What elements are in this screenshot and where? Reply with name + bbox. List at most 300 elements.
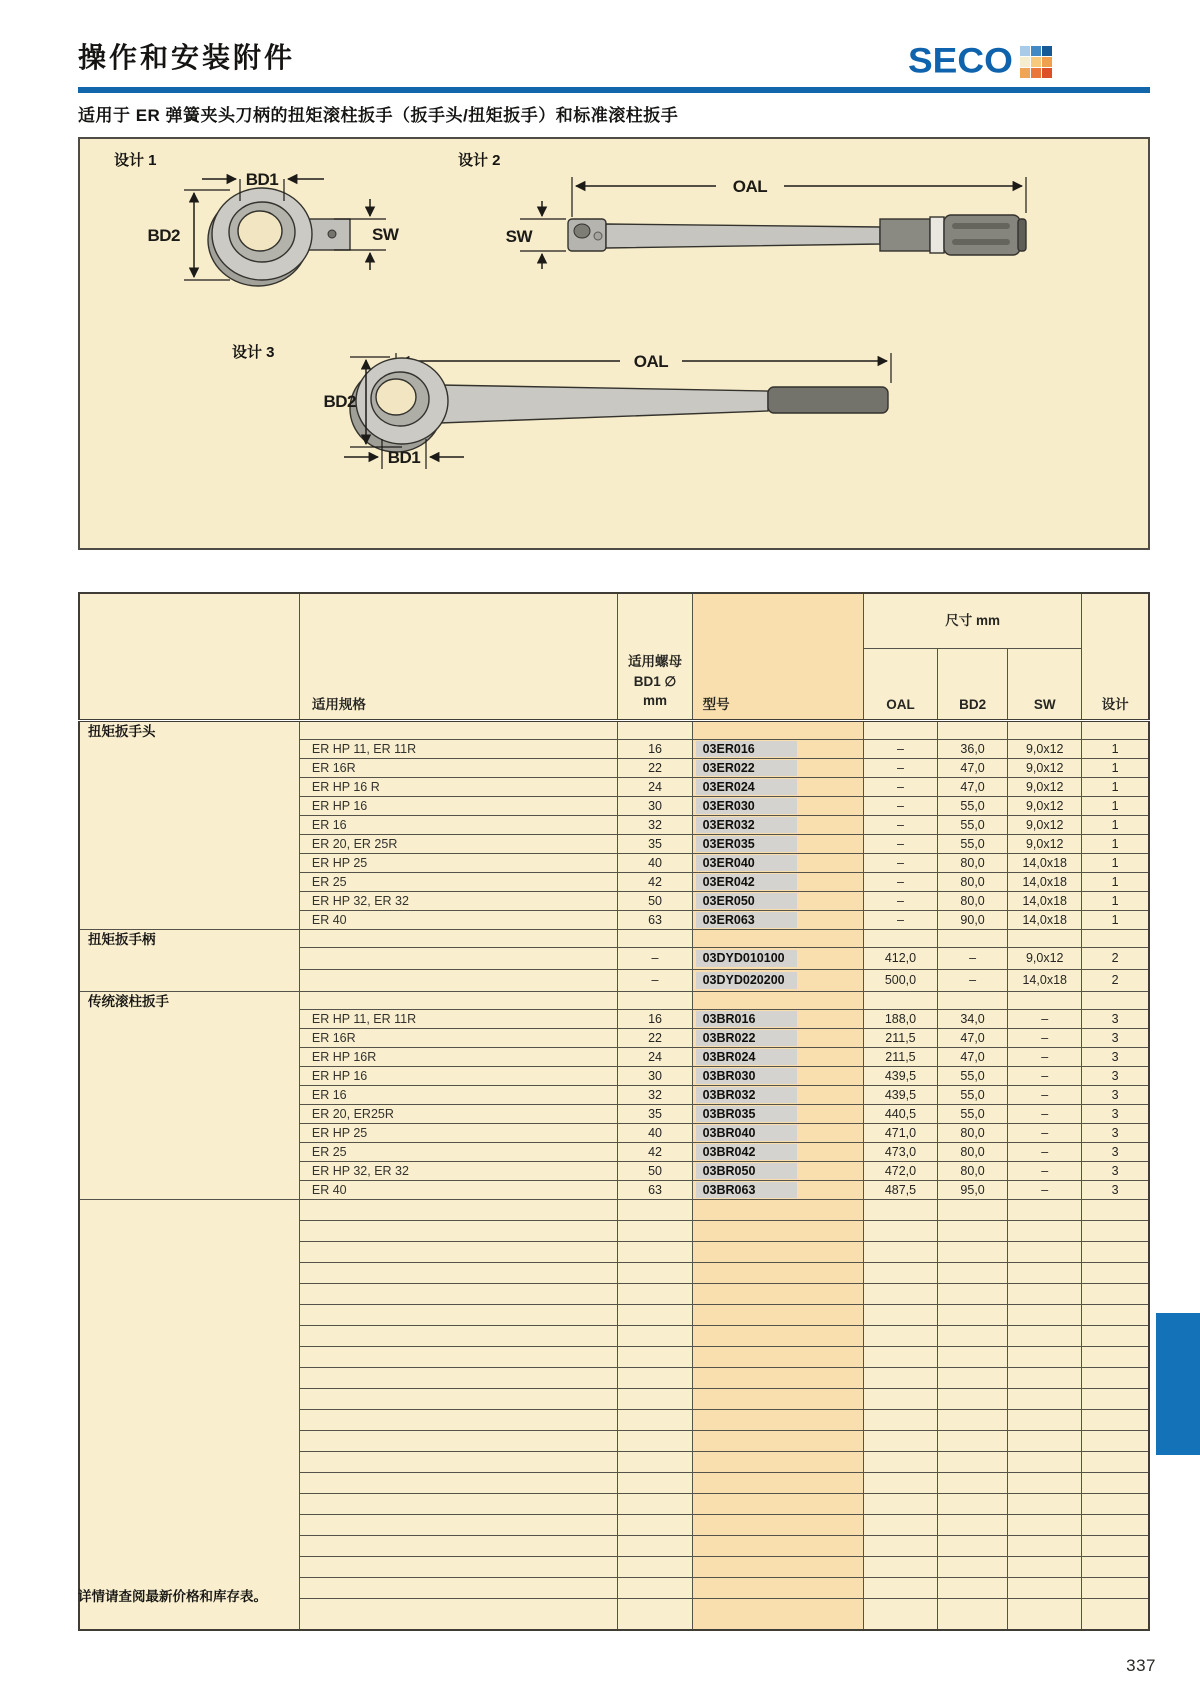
model-cell	[692, 1010, 863, 1029]
bd2-cell	[938, 1599, 1008, 1631]
sw-cell	[1008, 1326, 1082, 1347]
bd2-cell: 47,0	[938, 759, 1008, 778]
logo-square	[1020, 57, 1030, 67]
oal-cell	[863, 1242, 937, 1263]
nut-diameter-cell: 63	[618, 911, 692, 930]
model-cell	[692, 1242, 863, 1263]
sw-cell: 9,0x12	[1008, 778, 1082, 797]
design-cell: 1	[1082, 873, 1149, 892]
spec-cell: ER HP 11, ER 11R	[299, 740, 618, 759]
section-label: 扭矩扳手头	[79, 721, 299, 930]
sw-cell	[1008, 1242, 1082, 1263]
nut-diameter-cell: –	[618, 970, 692, 992]
sw-cell	[1008, 930, 1082, 948]
oal-cell: 473,0	[863, 1143, 937, 1162]
design-cell: 3	[1082, 1086, 1149, 1105]
logo-square	[1020, 68, 1030, 78]
design-cell	[1082, 1347, 1149, 1368]
sw-cell: 14,0x18	[1008, 911, 1082, 930]
sw-cell	[1008, 1599, 1082, 1631]
model-cell	[692, 1221, 863, 1242]
oal-cell	[863, 1284, 937, 1305]
header-nut-line1: 适用螺母	[628, 654, 683, 670]
sw-cell	[1008, 992, 1082, 1010]
nut-diameter-cell: 50	[618, 892, 692, 911]
model-cell	[692, 759, 863, 778]
model-cell	[692, 911, 863, 930]
oal-cell: 439,5	[863, 1067, 937, 1086]
bd2-cell: 80,0	[938, 854, 1008, 873]
oal-cell: –	[863, 740, 937, 759]
oal-cell: –	[863, 892, 937, 911]
model-number: 03DYD010100	[696, 950, 797, 967]
model-cell	[692, 740, 863, 759]
model-number: 03ER035	[696, 836, 797, 853]
design-cell	[1082, 1431, 1149, 1452]
spec-cell	[299, 1473, 618, 1494]
bd2-cell	[938, 1410, 1008, 1431]
header-nut-diameter	[618, 593, 692, 721]
logo-square	[1031, 46, 1041, 56]
design-cell: 1	[1082, 892, 1149, 911]
model-cell	[692, 1536, 863, 1557]
bd2-cell: –	[938, 948, 1008, 970]
sw-cell	[1008, 1347, 1082, 1368]
design-cell: 3	[1082, 1048, 1149, 1067]
design-cell: 1	[1082, 759, 1149, 778]
nut-diameter-cell	[618, 992, 692, 1010]
spec-cell	[299, 1536, 618, 1557]
nut-diameter-cell	[618, 1494, 692, 1515]
spec-cell	[299, 1305, 618, 1326]
spec-cell	[299, 930, 618, 948]
oal-cell: –	[863, 759, 937, 778]
bd2-cell: 55,0	[938, 835, 1008, 854]
bd2-cell	[938, 992, 1008, 1010]
oal-cell	[863, 1389, 937, 1410]
design-cell	[1082, 1410, 1149, 1431]
sw-cell: 14,0x18	[1008, 970, 1082, 992]
oal-cell: 487,5	[863, 1181, 937, 1200]
model-cell	[692, 948, 863, 970]
model-number: 03ER050	[696, 893, 797, 910]
header-size-group: 尺寸 mm	[863, 593, 1081, 649]
sw-cell	[1008, 1578, 1082, 1599]
sw-cell: 9,0x12	[1008, 835, 1082, 854]
model-cell	[692, 1263, 863, 1284]
spec-cell	[299, 992, 618, 1010]
bd2-cell: 80,0	[938, 1162, 1008, 1181]
bd2-cell	[938, 930, 1008, 948]
design-cell	[1082, 1557, 1149, 1578]
nut-diameter-cell	[618, 1284, 692, 1305]
model-number: 03BR050	[696, 1163, 797, 1180]
design-cell: 1	[1082, 854, 1149, 873]
design-cell: 1	[1082, 835, 1149, 854]
model-cell	[692, 1515, 863, 1536]
sw-cell: –	[1008, 1010, 1082, 1029]
sw-cell: 9,0x12	[1008, 759, 1082, 778]
spec-cell	[299, 1347, 618, 1368]
model-cell	[692, 1124, 863, 1143]
d2-oal-label: OAL	[732, 177, 768, 196]
bd2-cell: –	[938, 970, 1008, 992]
sw-cell	[1008, 1452, 1082, 1473]
design-cell	[1082, 1494, 1149, 1515]
bd2-cell	[938, 1515, 1008, 1536]
oal-cell: 188,0	[863, 1010, 937, 1029]
oal-cell	[863, 1410, 937, 1431]
nut-diameter-cell: 32	[618, 1086, 692, 1105]
oal-cell	[863, 1557, 937, 1578]
logo-square	[1031, 57, 1041, 67]
model-cell	[692, 1162, 863, 1181]
design-cell: 1	[1082, 797, 1149, 816]
design-cell	[1082, 1578, 1149, 1599]
model-cell	[692, 992, 863, 1010]
bd2-cell: 80,0	[938, 873, 1008, 892]
oal-cell	[863, 1368, 937, 1389]
design-cell: 3	[1082, 1181, 1149, 1200]
spec-cell: ER HP 11, ER 11R	[299, 1010, 618, 1029]
model-cell	[692, 892, 863, 911]
design-cell: 3	[1082, 1029, 1149, 1048]
oal-cell	[863, 1326, 937, 1347]
d2-sw-label: SW	[505, 227, 532, 246]
model-cell	[692, 1347, 863, 1368]
d1-sw-label: SW	[372, 225, 399, 244]
nut-diameter-cell	[618, 1389, 692, 1410]
nut-diameter-cell	[618, 1221, 692, 1242]
sw-cell: –	[1008, 1124, 1082, 1143]
bd2-cell: 55,0	[938, 797, 1008, 816]
spec-cell: ER 16R	[299, 759, 618, 778]
nut-diameter-cell	[618, 1347, 692, 1368]
oal-cell	[863, 1263, 937, 1284]
sw-cell	[1008, 1200, 1082, 1221]
nut-diameter-cell	[618, 1515, 692, 1536]
model-cell	[692, 1143, 863, 1162]
oal-cell: 412,0	[863, 948, 937, 970]
design-cell	[1082, 1452, 1149, 1473]
bd2-cell	[938, 721, 1008, 740]
model-number: 03ER030	[696, 798, 797, 815]
design1-label: 设计 1	[114, 152, 157, 169]
nut-diameter-cell	[618, 1305, 692, 1326]
spec-cell: ER 20, ER 25R	[299, 835, 618, 854]
model-cell	[692, 970, 863, 992]
logo-square	[1020, 46, 1030, 56]
nut-diameter-cell	[618, 1452, 692, 1473]
nut-diameter-cell: 40	[618, 1124, 692, 1143]
bd2-cell	[938, 1557, 1008, 1578]
bd2-cell: 80,0	[938, 1124, 1008, 1143]
nut-diameter-cell: 35	[618, 835, 692, 854]
nut-diameter-cell	[618, 1410, 692, 1431]
design-cell	[1082, 1221, 1149, 1242]
bd2-cell	[938, 1578, 1008, 1599]
nut-diameter-cell: 30	[618, 1067, 692, 1086]
logo-square	[1042, 68, 1052, 78]
page-title: 操作和安装附件	[78, 43, 296, 74]
section-spacer-row	[79, 721, 1149, 740]
nut-diameter-cell	[618, 1536, 692, 1557]
sw-cell	[1008, 1431, 1082, 1452]
model-number: 03ER032	[696, 817, 797, 834]
model-cell	[692, 1431, 863, 1452]
sw-cell	[1008, 1389, 1082, 1410]
design2-label: 设计 2	[458, 152, 501, 169]
sw-cell	[1008, 1368, 1082, 1389]
design-cell	[1082, 1473, 1149, 1494]
bd2-cell	[938, 1536, 1008, 1557]
model-number: 03BR032	[696, 1087, 797, 1104]
oal-cell	[863, 1452, 937, 1473]
bd2-cell	[938, 1431, 1008, 1452]
nut-diameter-cell: 32	[618, 816, 692, 835]
bd2-cell: 47,0	[938, 1029, 1008, 1048]
nut-diameter-cell: 22	[618, 759, 692, 778]
bd2-cell: 80,0	[938, 1143, 1008, 1162]
footer-note: 详情请查阅最新价格和库存表。	[78, 1589, 267, 1604]
header-design: 设计	[1082, 593, 1149, 721]
sw-cell: –	[1008, 1048, 1082, 1067]
nut-diameter-cell: 16	[618, 740, 692, 759]
model-number: 03BR022	[696, 1030, 797, 1047]
oal-cell: –	[863, 854, 937, 873]
nut-diameter-cell	[618, 1557, 692, 1578]
bd2-cell	[938, 1326, 1008, 1347]
sw-cell	[1008, 1536, 1082, 1557]
bd2-cell	[938, 1200, 1008, 1221]
model-cell	[692, 835, 863, 854]
model-cell	[692, 797, 863, 816]
bd2-cell	[938, 1305, 1008, 1326]
sw-cell	[1008, 721, 1082, 740]
header-oal: OAL	[863, 649, 937, 721]
spec-cell	[299, 948, 618, 970]
sw-cell	[1008, 1515, 1082, 1536]
nut-diameter-cell: 50	[618, 1162, 692, 1181]
bd2-cell	[938, 1494, 1008, 1515]
model-cell	[692, 1105, 863, 1124]
design-cell: 1	[1082, 740, 1149, 759]
design-cell	[1082, 930, 1149, 948]
nut-diameter-cell	[618, 721, 692, 740]
bd2-cell: 80,0	[938, 892, 1008, 911]
section-spacer-row	[79, 992, 1149, 1010]
section-label-blank	[79, 1200, 299, 1631]
nut-diameter-cell	[618, 1578, 692, 1599]
wrench-diagram-panel	[78, 137, 1150, 550]
bd2-cell: 55,0	[938, 1067, 1008, 1086]
design-cell	[1082, 721, 1149, 740]
header-bd2: BD2	[938, 649, 1008, 721]
sw-cell	[1008, 1284, 1082, 1305]
nut-diameter-cell	[618, 1200, 692, 1221]
spec-cell	[299, 1284, 618, 1305]
model-cell	[692, 1494, 863, 1515]
nut-diameter-cell	[618, 1368, 692, 1389]
model-cell	[692, 1473, 863, 1494]
model-cell	[692, 1086, 863, 1105]
spec-cell	[299, 1389, 618, 1410]
sw-cell: 9,0x12	[1008, 740, 1082, 759]
oal-cell: 440,5	[863, 1105, 937, 1124]
oal-cell: 439,5	[863, 1086, 937, 1105]
sw-cell: 9,0x12	[1008, 797, 1082, 816]
spec-cell	[299, 1410, 618, 1431]
spec-cell	[299, 1368, 618, 1389]
sw-cell	[1008, 1557, 1082, 1578]
oal-cell: –	[863, 778, 937, 797]
oal-cell: 211,5	[863, 1029, 937, 1048]
bd2-cell	[938, 1242, 1008, 1263]
bd2-cell: 47,0	[938, 1048, 1008, 1067]
model-cell	[692, 1181, 863, 1200]
model-number: 03ER042	[696, 874, 797, 891]
model-cell	[692, 1389, 863, 1410]
spec-cell: ER 25	[299, 1143, 618, 1162]
design-cell	[1082, 1599, 1149, 1631]
model-cell	[692, 1200, 863, 1221]
nut-diameter-cell: 42	[618, 1143, 692, 1162]
oal-cell: –	[863, 816, 937, 835]
model-cell	[692, 778, 863, 797]
spec-cell	[299, 1578, 618, 1599]
design-cell	[1082, 1284, 1149, 1305]
oal-cell	[863, 1578, 937, 1599]
nut-diameter-cell	[618, 1431, 692, 1452]
sw-cell: 14,0x18	[1008, 854, 1082, 873]
oal-cell: –	[863, 835, 937, 854]
bd2-cell	[938, 1221, 1008, 1242]
empty-row	[79, 1200, 1149, 1221]
design-cell	[1082, 1305, 1149, 1326]
design-cell: 2	[1082, 948, 1149, 970]
oal-cell: –	[863, 873, 937, 892]
bd2-cell	[938, 1389, 1008, 1410]
sw-cell: –	[1008, 1105, 1082, 1124]
sw-cell: –	[1008, 1181, 1082, 1200]
sw-cell: –	[1008, 1029, 1082, 1048]
spec-cell: ER 20, ER25R	[299, 1105, 618, 1124]
oal-cell: 500,0	[863, 970, 937, 992]
model-cell	[692, 1578, 863, 1599]
design-cell	[1082, 1200, 1149, 1221]
spec-cell: ER HP 16	[299, 1067, 618, 1086]
nut-diameter-cell: 30	[618, 797, 692, 816]
header-rule	[78, 87, 1150, 93]
seco-logo-text: SECO	[908, 41, 1013, 80]
oal-cell: 472,0	[863, 1162, 937, 1181]
oal-cell: –	[863, 797, 937, 816]
model-cell	[692, 1410, 863, 1431]
header-model: 型号	[692, 593, 863, 721]
header-nut-line2: BD1 ∅	[633, 673, 677, 689]
design-cell	[1082, 1242, 1149, 1263]
nut-diameter-cell	[618, 930, 692, 948]
sw-cell: –	[1008, 1162, 1082, 1181]
oal-cell	[863, 1347, 937, 1368]
section-spacer-row	[79, 930, 1149, 948]
model-number: 03BR035	[696, 1106, 797, 1123]
oal-cell	[863, 1494, 937, 1515]
spec-cell	[299, 721, 618, 740]
oal-cell	[863, 1305, 937, 1326]
spec-cell	[299, 970, 618, 992]
nut-diameter-cell: 63	[618, 1181, 692, 1200]
spec-cell: ER HP 32, ER 32	[299, 892, 618, 911]
header-sw: SW	[1008, 649, 1082, 721]
nut-diameter-cell: 22	[618, 1029, 692, 1048]
spec-cell: ER 40	[299, 1181, 618, 1200]
spec-cell	[299, 1200, 618, 1221]
bd2-cell	[938, 1473, 1008, 1494]
d3-bd1-label: BD1	[387, 448, 421, 467]
oal-cell	[863, 1536, 937, 1557]
design-cell	[1082, 1536, 1149, 1557]
header-nut-line3: mm	[643, 693, 668, 709]
model-cell	[692, 1368, 863, 1389]
model-cell	[692, 1557, 863, 1578]
section-label: 扭矩扳手柄	[79, 930, 299, 992]
model-cell	[692, 1305, 863, 1326]
nut-diameter-cell	[618, 1599, 692, 1631]
nut-diameter-cell	[618, 1473, 692, 1494]
header-spec: 适用规格	[299, 593, 618, 721]
design-cell	[1082, 992, 1149, 1010]
design-cell: 3	[1082, 1105, 1149, 1124]
oal-cell	[863, 992, 937, 1010]
sw-cell: 9,0x12	[1008, 948, 1082, 970]
seco-logo	[908, 41, 1052, 80]
oal-cell: 211,5	[863, 1048, 937, 1067]
spec-cell: ER 25	[299, 873, 618, 892]
header-section-blank	[79, 593, 299, 721]
d1-bd2-label: BD2	[147, 226, 180, 245]
sw-cell: 9,0x12	[1008, 816, 1082, 835]
oal-cell	[863, 721, 937, 740]
spec-cell	[299, 1494, 618, 1515]
sw-cell: –	[1008, 1086, 1082, 1105]
model-cell	[692, 816, 863, 835]
oal-cell	[863, 1599, 937, 1631]
model-number: 03BR042	[696, 1144, 797, 1161]
d3-bd2-label: BD2	[323, 392, 356, 411]
bd2-cell	[938, 1368, 1008, 1389]
sw-cell	[1008, 1305, 1082, 1326]
logo-square	[1031, 68, 1041, 78]
wrench-diagram-svg	[80, 139, 1148, 548]
table-header	[79, 593, 1149, 721]
nut-diameter-cell: 42	[618, 873, 692, 892]
spec-cell: ER 16	[299, 1086, 618, 1105]
edge-index-tab	[1156, 1313, 1200, 1455]
sw-cell: 14,0x18	[1008, 873, 1082, 892]
model-number: 03BR030	[696, 1068, 797, 1085]
spec-cell: ER HP 25	[299, 1124, 618, 1143]
spec-cell: ER 16R	[299, 1029, 618, 1048]
spec-cell	[299, 1431, 618, 1452]
model-number: 03BR016	[696, 1011, 797, 1028]
spec-cell	[299, 1221, 618, 1242]
section-label: 传统滚柱扳手	[79, 992, 299, 1200]
design-cell	[1082, 1263, 1149, 1284]
spec-cell: ER 16	[299, 816, 618, 835]
design-cell	[1082, 1368, 1149, 1389]
model-cell	[692, 1029, 863, 1048]
